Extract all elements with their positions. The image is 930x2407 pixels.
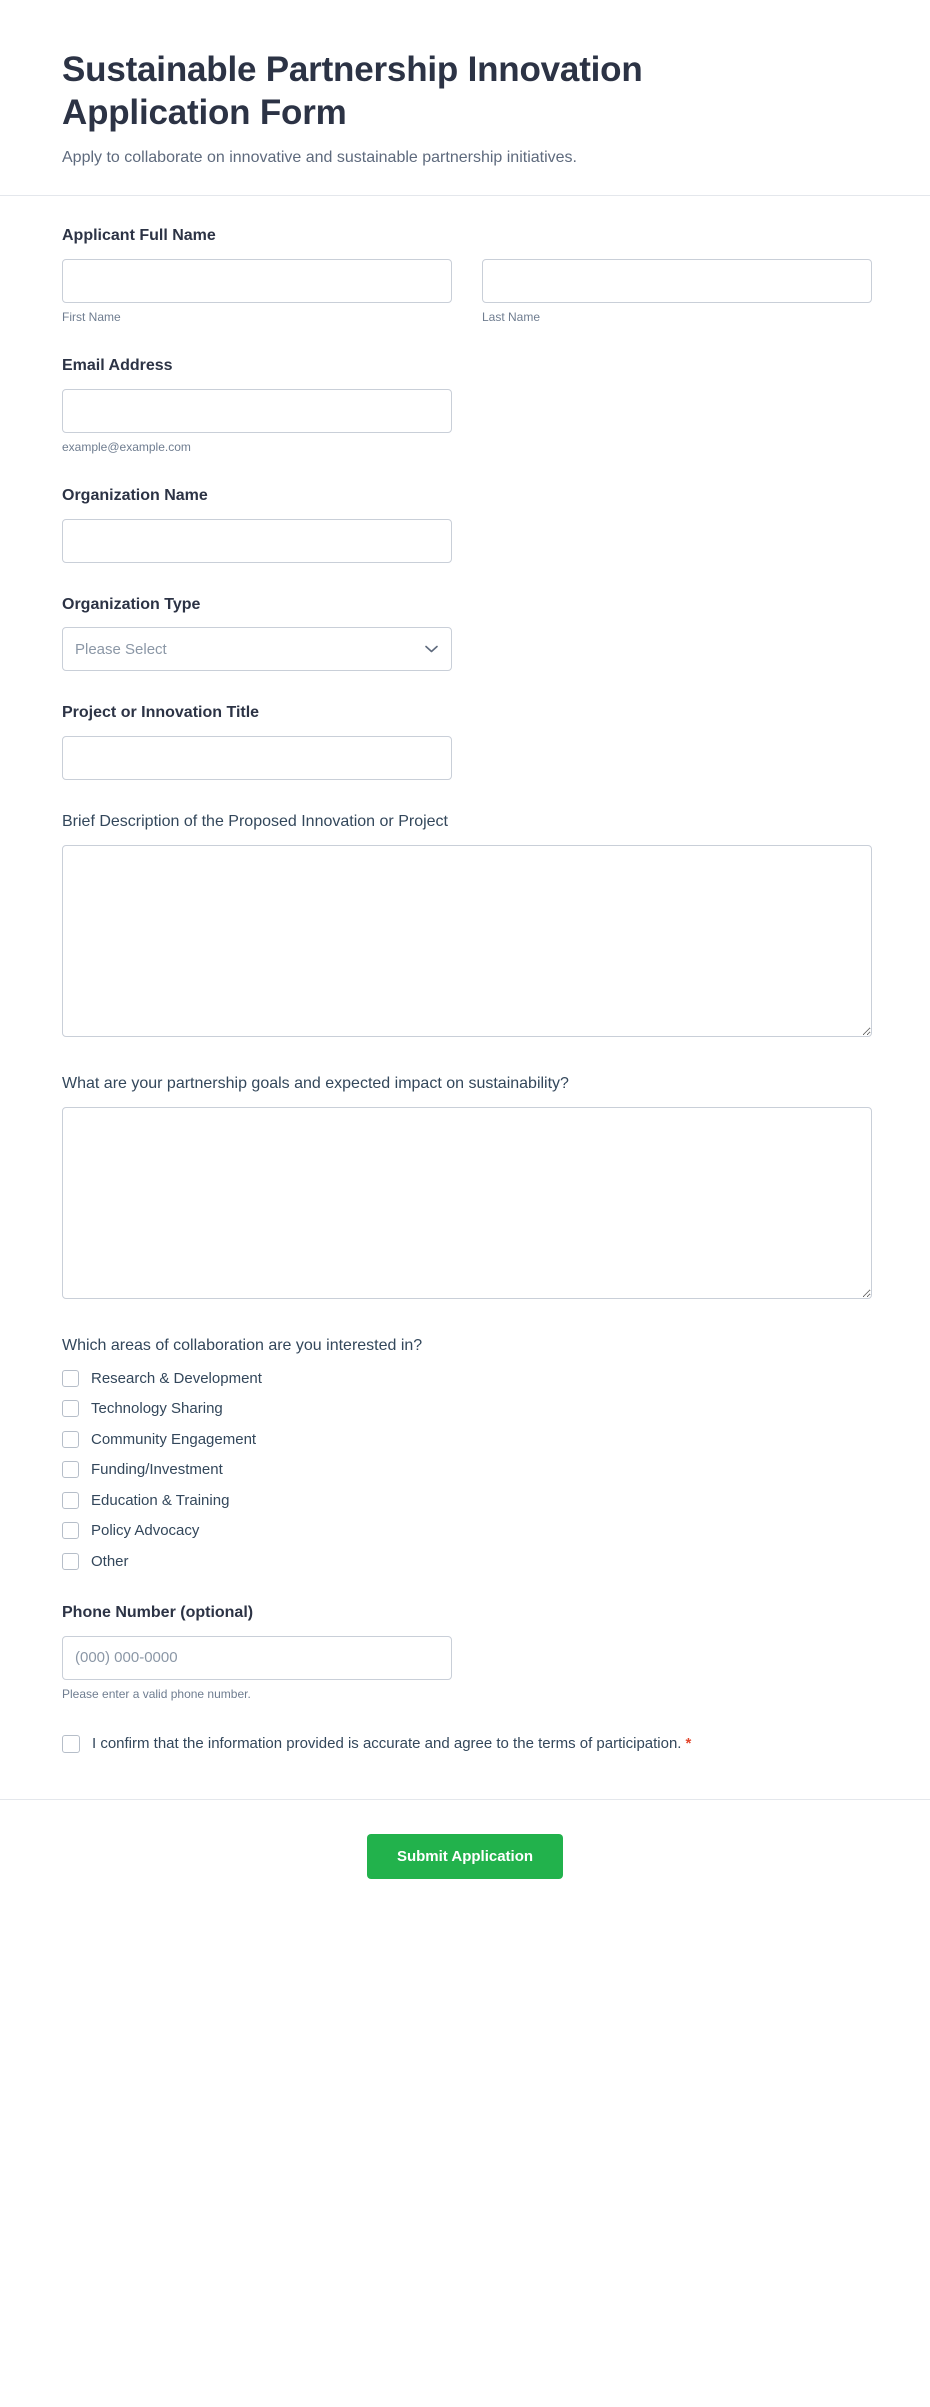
field-organization-type — [62, 595, 868, 672]
checkbox-item[interactable] — [62, 1430, 868, 1450]
label-applicant-full-name: Applicant Full Name — [62, 227, 216, 245]
checkbox-item[interactable] — [62, 1491, 868, 1511]
collaboration-checkbox-list — [62, 1369, 868, 1572]
required-marker: * — [685, 1734, 692, 1752]
field-project-title — [62, 703, 868, 780]
field-description — [62, 812, 868, 1042]
first-name-col — [62, 259, 452, 324]
label-organization-name: Organization Name — [62, 486, 208, 504]
organization-type-select-wrap — [62, 627, 452, 671]
field-applicant-full-name — [62, 226, 868, 324]
checkbox-box[interactable] — [62, 1461, 79, 1478]
phone-number-input[interactable] — [62, 1636, 452, 1680]
phone-number-sublabel: Please enter a valid phone number. — [62, 1686, 251, 1701]
checkbox-box[interactable] — [62, 1492, 79, 1509]
page-title: Sustainable Partnership Innovation Application Form — [62, 50, 643, 133]
field-email-address — [62, 356, 868, 454]
page-subtitle: Apply to collaborate on innovative and sustainable partnership initiatives. — [62, 148, 577, 166]
email-sublabel: example@example.com — [62, 439, 191, 454]
checkbox-label: Technology Sharing — [91, 1400, 223, 1418]
consent-row[interactable] — [62, 1733, 868, 1756]
field-collaboration-areas — [62, 1336, 868, 1571]
label-partnership-goals: What are your partnership goals and expected impact on sustainability? — [62, 1074, 569, 1092]
description-textarea[interactable] — [62, 845, 872, 1037]
organization-name-input[interactable] — [62, 519, 452, 563]
checkbox-box[interactable] — [62, 1400, 79, 1417]
checkbox-box[interactable] — [62, 1431, 79, 1448]
first-name-sublabel: First Name — [62, 309, 121, 324]
label-description: Brief Description of the Proposed Innovation or Project — [62, 813, 448, 831]
first-name-input[interactable] — [62, 259, 452, 303]
partnership-goals-textarea[interactable] — [62, 1107, 872, 1299]
organization-type-select[interactable] — [62, 627, 452, 671]
consent-label — [92, 1733, 691, 1756]
consent-checkbox[interactable] — [62, 1735, 80, 1753]
name-inputs-row — [62, 259, 868, 324]
submit-application-button[interactable]: Submit Application — [367, 1834, 563, 1879]
checkbox-box[interactable] — [62, 1553, 79, 1570]
checkbox-label: Policy Advocacy — [91, 1522, 200, 1540]
checkbox-item[interactable] — [62, 1552, 868, 1572]
label-phone-number: Phone Number (optional) — [62, 1604, 254, 1622]
last-name-col — [482, 259, 872, 324]
field-phone-number — [62, 1603, 868, 1701]
checkbox-label: Community Engagement — [91, 1430, 257, 1448]
form-footer — [0, 1799, 930, 1919]
checkbox-item[interactable] — [62, 1399, 868, 1419]
label-email-address: Email Address — [62, 356, 173, 374]
consent-text: I confirm that the information provided is accurate and agree to the terms of participation. — [92, 1734, 682, 1752]
email-input[interactable] — [62, 389, 452, 433]
label-organization-type: Organization Type — [62, 595, 201, 613]
form-header — [0, 0, 930, 196]
checkbox-box[interactable] — [62, 1522, 79, 1539]
checkbox-item[interactable] — [62, 1460, 868, 1480]
form-body — [0, 196, 930, 1799]
checkbox-item[interactable] — [62, 1521, 868, 1541]
last-name-sublabel: Last Name — [482, 309, 541, 324]
checkbox-label: Other — [91, 1552, 129, 1570]
field-partnership-goals — [62, 1074, 868, 1304]
checkbox-label: Funding/Investment — [91, 1461, 223, 1479]
label-project-title: Project or Innovation Title — [62, 704, 260, 722]
checkbox-item[interactable] — [62, 1369, 868, 1389]
checkbox-box[interactable] — [62, 1370, 79, 1387]
checkbox-label: Research & Development — [91, 1369, 262, 1387]
label-collaboration-areas: Which areas of collaboration are you interested in? — [62, 1336, 423, 1354]
project-title-input[interactable] — [62, 736, 452, 780]
checkbox-label: Education & Training — [91, 1491, 230, 1509]
last-name-input[interactable] — [482, 259, 872, 303]
field-organization-name — [62, 486, 868, 563]
